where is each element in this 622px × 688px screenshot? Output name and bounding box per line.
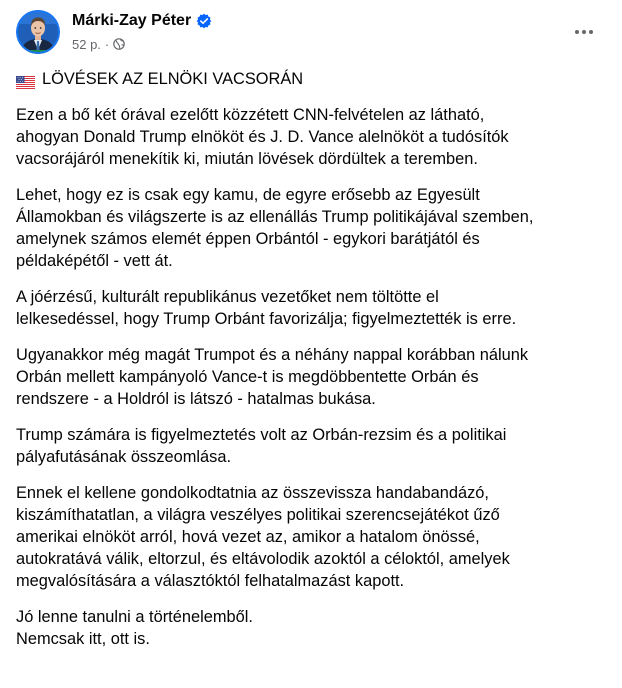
post-paragraph: Trump számára is figyelmeztetés volt az Orbán-rezsim és a politikai pályafutásának összeomlása. [16, 426, 507, 466]
post-timestamp[interactable]: 52 p. [72, 36, 101, 52]
post-paragraph: Ennek el kellene gondolkodtatnia az összevissza handabandázó, kiszámíthatatlan, a világra veszélyes politikai szerencsejátékot űző amerikai elnököt arról, hová vezet az, amikor a hatalom önössé, autokratává válik, eltorzul, és eltávolodik azoktól a céloktól, amelyek megvalósítására a választóktól felhatalmazást kapott. [16, 484, 510, 590]
more-dot-icon [582, 30, 586, 34]
post-meta [72, 34, 212, 54]
meta-separator: · [104, 36, 110, 52]
post-paragraph: A jóérzésű, kulturált republikánus vezetőket nem töltötte el lelkesedéssel, hogy Trump Orbánt favorizálja; figyelmeztették is erre. [16, 288, 517, 328]
globe-icon[interactable] [113, 38, 125, 50]
post-paragraph: Lehet, hogy ez is csak egy kamu, de egyre erősebb az Egyesült Államokban és világszerte is az ellenállás Trump politikájával szemben, amelynek számos elemét éppen Orbántól - egykori barátjától és példaképétől - vett át. [16, 186, 534, 270]
post-paragraph: Jó lenne tanulni a történelemből. Nemcsak itt, ott is. [16, 608, 253, 648]
post-title: LÖVÉSEK AZ ELNÖKI VACSORÁN [42, 70, 304, 88]
post-content [16, 68, 612, 650]
author-name[interactable]: Márki-Zay Péter [72, 12, 192, 29]
avatar[interactable] [16, 10, 60, 54]
post-paragraph: Ezen a bő két órával ezelőtt közzétett CNN-felvételen az látható, ahogyan Donald Trump elnököt és J. D. Vance alelnököt a tudósítók vacsorájáról menekítik ki, miután lövések dördültek a teremben. [16, 106, 509, 168]
more-dot-icon [575, 30, 579, 34]
us-flag-icon [16, 73, 35, 86]
post-paragraph: Ugyanakkor még magát Trumpot és a néhány nappal korábban nálunk Orbán mellett kampányoló Vance-t is megdöbbentette Orbán és rendszere - a Holdról is látszó - hatalmas bukása. [16, 346, 529, 408]
more-options-button[interactable] [570, 18, 598, 46]
more-dot-icon [589, 30, 593, 34]
avatar-image [16, 10, 60, 54]
post-header [16, 10, 606, 56]
verified-badge-icon [196, 13, 212, 29]
author-line [72, 10, 212, 32]
post-title-line [16, 68, 612, 90]
author-block [72, 10, 212, 54]
